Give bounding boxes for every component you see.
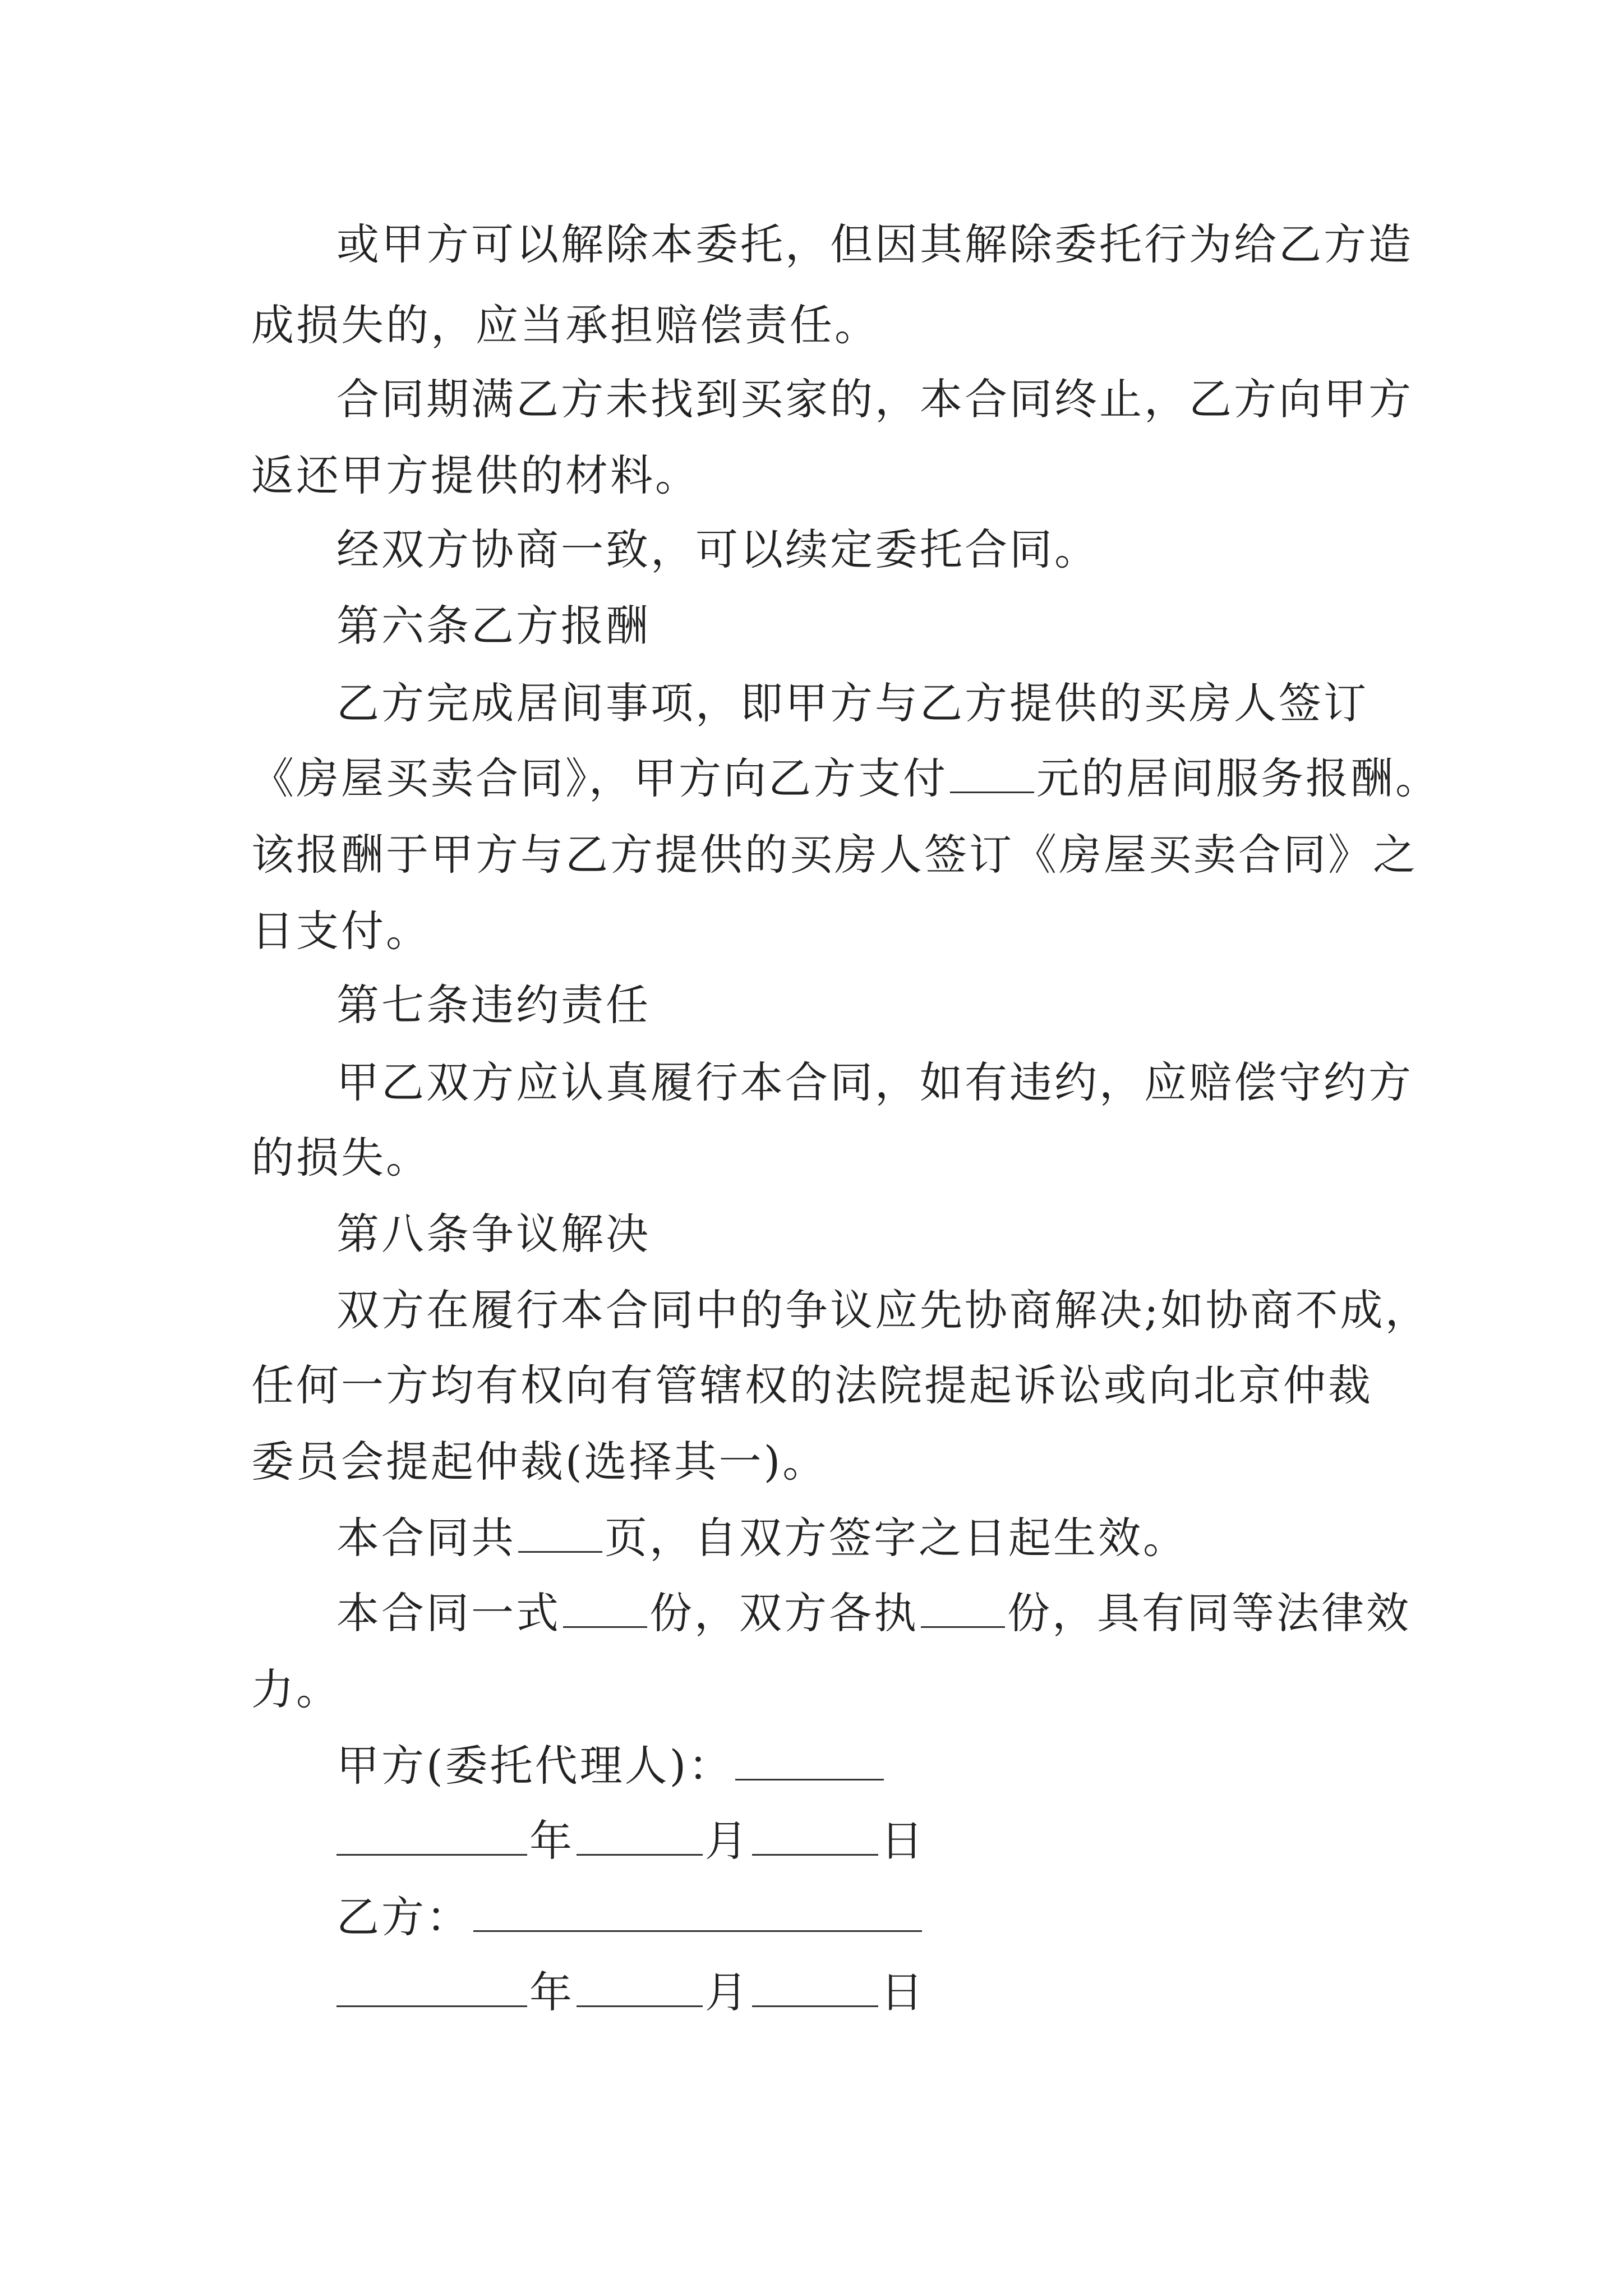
month-blank[interactable]	[577, 1815, 703, 1856]
party-a-signature-line	[336, 1738, 1492, 1794]
day-blank[interactable]	[752, 1815, 878, 1856]
party-a-label: 甲方(委托代理人)：	[336, 1741, 734, 1791]
line-text: 份，具有同等法律效	[1007, 1588, 1411, 1638]
party-b-label: 乙方：	[336, 1892, 471, 1942]
month-label: 月	[705, 1967, 750, 2017]
line-text: 页，自双方签字之日起生效。	[605, 1513, 1188, 1563]
year-label: 年	[529, 1967, 574, 2017]
year-blank[interactable]	[336, 1815, 527, 1856]
paragraph-line	[251, 751, 1440, 807]
paragraph-line: 任何一方均有权向有管辖权的法院提起诉讼或向北京仲裁	[251, 1360, 1373, 1410]
party-a-date-line	[336, 1813, 1492, 1869]
copies-total-blank[interactable]	[563, 1587, 647, 1628]
month-blank[interactable]	[577, 1966, 703, 2007]
fee-blank[interactable]	[950, 752, 1034, 793]
paragraph-line	[336, 1510, 1492, 1566]
paragraph-line: 委员会提起仲裁(选择其一)。	[251, 1437, 828, 1487]
day-label: 日	[880, 1816, 925, 1866]
year-blank[interactable]	[336, 1966, 527, 2007]
paragraph-line: 乙方完成居间事项，即甲方与乙方提供的买房人签订	[336, 678, 1368, 728]
line-text: 份，双方各执	[649, 1588, 919, 1638]
paragraph-line: 返还甲方提供的材料。	[251, 450, 700, 500]
party-b-signature-blank[interactable]	[473, 1891, 922, 1932]
day-blank[interactable]	[752, 1966, 878, 2007]
party-b-signature-line	[336, 1889, 1492, 1945]
paragraph-line: 或甲方可以解除本委托，但因其解除委托行为给乙方造	[336, 219, 1413, 269]
day-label: 日	[880, 1967, 925, 2017]
section-heading-6: 第六条乙方报酬	[336, 601, 651, 651]
paragraph-line: 经双方协商一致，可以续定委托合同。	[336, 524, 1099, 574]
line-text: 本合同一式	[336, 1588, 561, 1638]
page-count-blank[interactable]	[518, 1512, 602, 1553]
section-heading-8: 第八条争议解决	[336, 1209, 651, 1259]
party-b-date-line	[336, 1964, 1492, 2021]
paragraph-line: 双方在履行本合同中的争议应先协商解决;如协商不成，	[336, 1285, 1430, 1335]
paragraph-line: 日支付。	[251, 906, 431, 956]
paragraph-line: 合同期满乙方未找到买家的，本合同终止，乙方向甲方	[336, 374, 1413, 424]
paragraph-line: 的损失。	[251, 1133, 431, 1182]
paragraph-line: 甲乙双方应认真履行本合同，如有违约，应赔偿守约方	[336, 1057, 1413, 1107]
copies-each-blank[interactable]	[921, 1587, 1005, 1628]
line-text: 本合同共	[336, 1513, 516, 1563]
line-text: 元的居间服务报酬。	[1036, 753, 1440, 803]
month-label: 月	[705, 1816, 750, 1866]
party-a-signature-blank[interactable]	[735, 1740, 884, 1780]
paragraph-line: 该报酬于甲方与乙方提供的买房人签订《房屋买卖合同》之	[251, 830, 1418, 880]
year-label: 年	[529, 1816, 574, 1866]
paragraph-line: 力。	[251, 1664, 341, 1714]
line-text: 《房屋买卖合同》，甲方向乙方支付	[251, 753, 948, 803]
paragraph-line: 成损失的，应当承担赔偿责任。	[251, 300, 879, 350]
paragraph-line	[336, 1585, 1492, 1641]
section-heading-7: 第七条违约责任	[336, 980, 651, 1030]
